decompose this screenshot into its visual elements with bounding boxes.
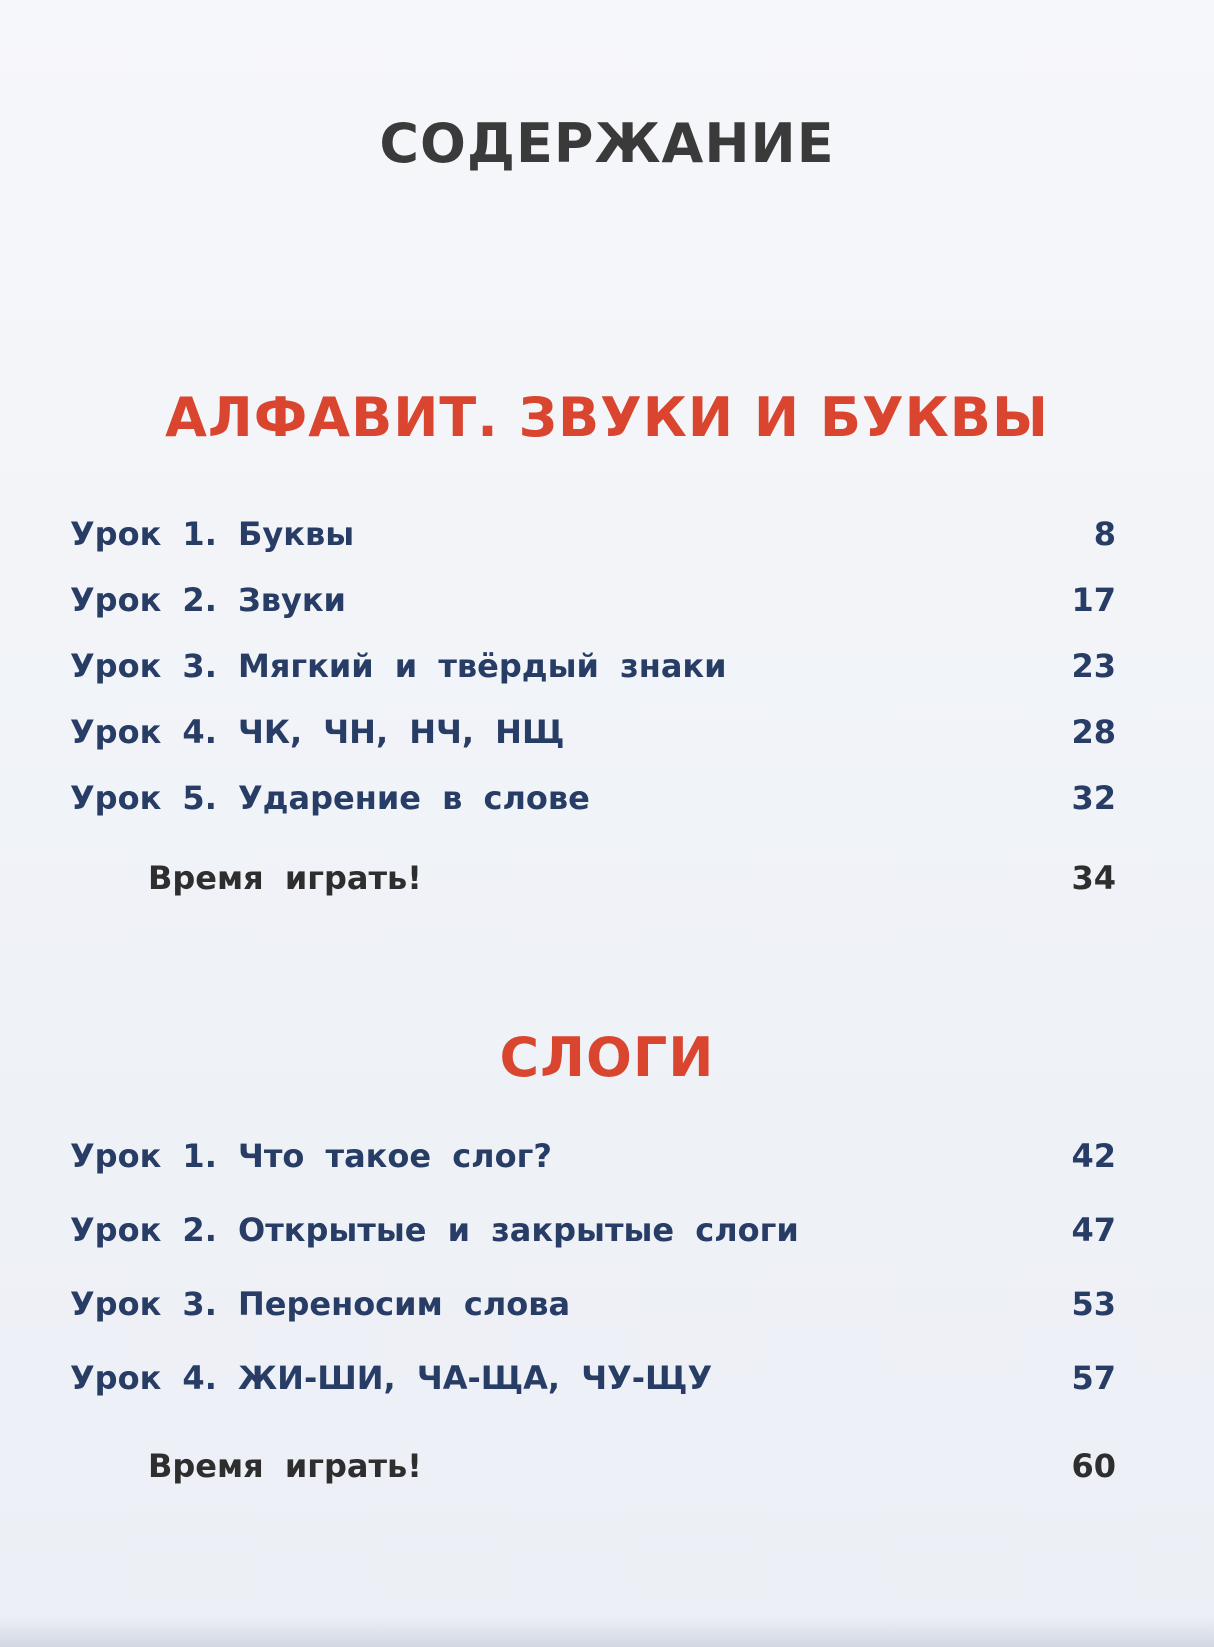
toc-entry[interactable] bbox=[70, 1134, 1116, 1178]
toc-entry-page: 8 bbox=[1093, 515, 1116, 553]
toc-entry[interactable] bbox=[70, 1356, 1116, 1400]
toc-entry-label: Урок 1. Что такое слог? bbox=[70, 1137, 552, 1175]
toc-entry[interactable] bbox=[70, 578, 1116, 622]
toc-entry-label: Урок 2. Открытые и закрытые слоги bbox=[70, 1211, 799, 1249]
toc-entry-label: Урок 2. Звуки bbox=[70, 581, 346, 619]
section-title-syllables: СЛОГИ bbox=[499, 1026, 715, 1089]
page-title: СОДЕРЖАНИЕ bbox=[379, 112, 835, 175]
toc-entry-game[interactable] bbox=[70, 856, 1116, 900]
toc-entry[interactable] bbox=[70, 1282, 1116, 1326]
toc-entry-page: 34 bbox=[1071, 859, 1116, 897]
toc-entry-page: 47 bbox=[1071, 1211, 1116, 1249]
toc-entry-label: Время играть! bbox=[148, 859, 422, 897]
toc-entry-page: 23 bbox=[1071, 647, 1116, 685]
toc-entry-page: 57 bbox=[1071, 1359, 1116, 1397]
toc-entry[interactable] bbox=[70, 710, 1116, 754]
toc-entry[interactable] bbox=[70, 776, 1116, 820]
toc-entry-label: Урок 3. Переносим слова bbox=[70, 1285, 571, 1323]
toc-entry-label: Урок 4. ЧК, ЧН, НЧ, НЩ bbox=[70, 713, 565, 751]
toc-entry[interactable] bbox=[70, 512, 1116, 556]
toc-entry-page: 32 bbox=[1071, 779, 1116, 817]
toc-entry[interactable] bbox=[70, 644, 1116, 688]
toc-entry[interactable] bbox=[70, 1208, 1116, 1252]
toc-entry-page: 60 bbox=[1071, 1447, 1116, 1485]
toc-entry-game[interactable] bbox=[70, 1444, 1116, 1488]
toc-entry-label: Урок 3. Мягкий и твёрдый знаки bbox=[70, 647, 727, 685]
toc-entry-label: Время играть! bbox=[148, 1447, 422, 1485]
toc-entry-label: Урок 5. Ударение в слове bbox=[70, 779, 590, 817]
toc-entry-label: Урок 1. Буквы bbox=[70, 515, 355, 553]
toc-entry-page: 42 bbox=[1071, 1137, 1116, 1175]
toc-entry-page: 53 bbox=[1071, 1285, 1116, 1323]
section-title-alphabet: АЛФАВИТ. ЗВУКИ И БУКВЫ bbox=[165, 386, 1049, 449]
toc-entry-page: 28 bbox=[1071, 713, 1116, 751]
toc-entry-page: 17 bbox=[1071, 581, 1116, 619]
toc-entry-label: Урок 4. ЖИ-ШИ, ЧА-ЩА, ЧУ-ЩУ bbox=[70, 1359, 713, 1397]
